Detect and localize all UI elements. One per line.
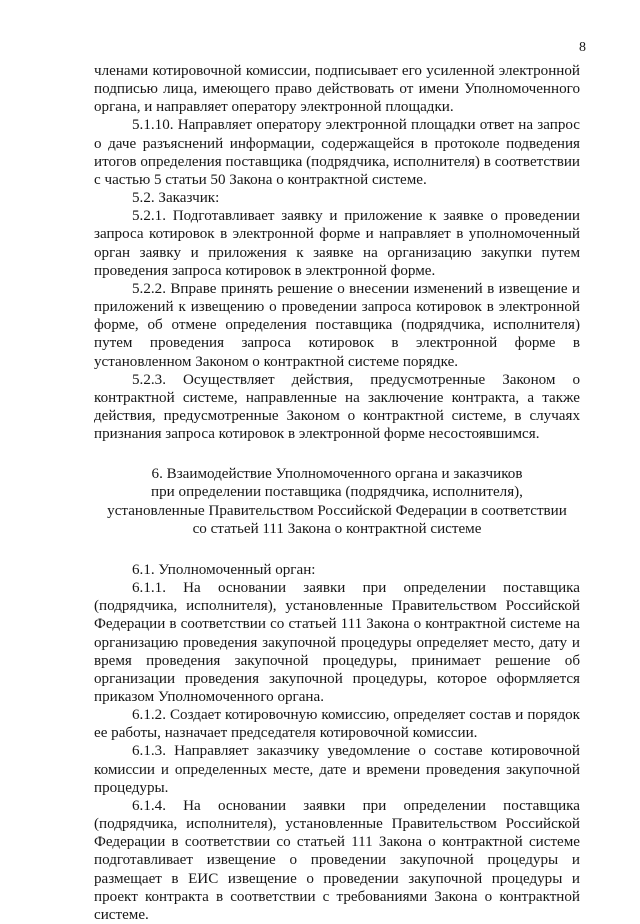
- heading-line: 6. Взаимодействие Уполномоченного органа и заказчиков: [151, 466, 523, 483]
- paragraph-6-1-3: 6.1.3. Направляет заказчику уведомление о составе котировочной комиссии и определенных месте, дате и времени проведения закупочной процедуры.: [94, 743, 580, 796]
- paragraph: членами котировочной комиссии, подписывает его усиленной электронной подписью лица, имеющего право действовать от имени Уполномоченного органа, и направляет оператору электронной площадки.: [94, 63, 580, 116]
- paragraph-6-1: 6.1. Уполномоченный орган:: [132, 561, 316, 578]
- paragraph-5-2-3: 5.2.3. Осуществляет действия, предусмотренные Законом о контрактной системе, направленные на заключение контракта, а также действия, предусмотренные Законом о контрактной системе, в случаях признания запроса котировок в электронной форме несостоявшимся.: [94, 371, 580, 443]
- paragraph-6-1-1: 6.1.1. На основании заявки при определении поставщика (подрядчика, исполнителя), установленные Правительством Российской Федерации в соответствии со статьей 111 Закона о контрактной системе на организацию проведения закупочной процедуры определяет место, дату и время проведения закупочной процедуры, принимает решение об организации проведения закупочной процедуры, которое оформляется приказом Уполномоченного органа.: [94, 580, 580, 705]
- heading-line: при определении поставщика (подрядчика, исполнителя),: [151, 484, 523, 501]
- paragraph-6-1-2: 6.1.2. Создает котировочную комиссию, определяет состав и порядок ее работы, назначает председателя котировочной комиссии.: [94, 707, 580, 742]
- paragraph-5-1-10: 5.1.10. Направляет оператору электронной площадки ответ на запрос о даче разъяснений информации, содержащейся в протоколе подведения итогов определения поставщика (подрядчика, исполнителя) в соответствии с частью 5 статьи 50 Закона о контрактной системе.: [94, 117, 580, 188]
- paragraphs-top: [94, 62, 580, 443]
- paragraph-6-1-4: 6.1.4. На основании заявки при определении поставщика (подрядчика, исполнителя), установленные Правительством Российской Федерации в соответствии со статьей 111 Закона о контрактной системе подготавливает извещение о проведении закупочной процедуры и размещает в ЕИС извещение о проведении закупочной процедуры и проект контракта в соответствии с требованиями Закона о контрактной системе.: [94, 797, 580, 923]
- document-body: [94, 62, 580, 924]
- paragraph-5-2: 5.2. Заказчик:: [132, 190, 220, 207]
- heading-line: со статьей 111 Закона о контрактной системе: [192, 520, 482, 537]
- section-heading: [94, 465, 580, 538]
- paragraph-5-2-1: 5.2.1. Подготавливает заявку и приложение к заявке о проведении запроса котировок в электронной форме и направляет в уполномоченный орган заявку и приложения к заявке на организацию закупки путем проведения запроса котировок в электронной форме.: [94, 208, 580, 279]
- page-number: 8: [579, 40, 586, 55]
- paragraphs-bottom: [94, 561, 580, 924]
- heading-line: установленные Правительством Российской Федерации в соответствии: [107, 502, 567, 519]
- paragraph-5-2-2: 5.2.2. Вправе принять решение о внесении изменений в извещение и приложений к извещению о проведении запроса котировок в электронной форме, об отмене определения поставщика (подрядчика, исполнителя) путем проведения запроса котировок в электронной форме в установленном Законом о контрактной системе порядке.: [94, 280, 580, 370]
